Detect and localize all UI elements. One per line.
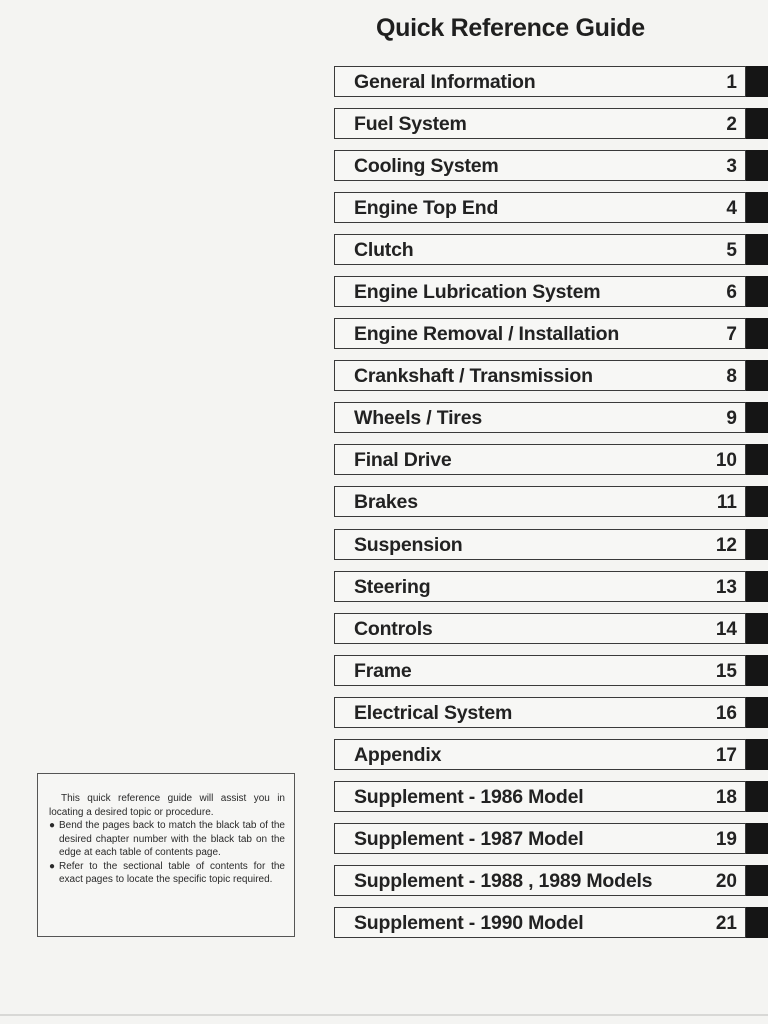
chapter-label-box[interactable] (334, 529, 706, 560)
chapter-number: 20 (715, 870, 737, 892)
chapter-label: Brakes (354, 491, 418, 514)
chapter-black-tab[interactable] (746, 276, 768, 307)
chapter-label-box[interactable] (334, 66, 706, 97)
chapter-black-tab[interactable] (746, 444, 768, 475)
chapter-row[interactable] (334, 655, 768, 686)
chapter-row[interactable] (334, 150, 768, 181)
chapter-number: 9 (726, 408, 737, 430)
chapter-number-box[interactable] (705, 444, 746, 475)
chapter-number: 7 (726, 324, 737, 346)
chapter-label-box[interactable] (334, 613, 706, 644)
usage-note (37, 773, 295, 937)
chapter-black-tab[interactable] (746, 360, 768, 391)
chapter-number: 18 (715, 786, 737, 808)
chapter-label: Supplement - 1987 Model (354, 827, 584, 850)
chapter-row[interactable] (334, 318, 768, 349)
chapter-label: Clutch (354, 239, 414, 262)
bullet-icon: ● (49, 820, 56, 831)
chapter-row[interactable] (334, 907, 768, 938)
chapter-black-tab[interactable] (746, 655, 768, 686)
chapter-label: Frame (354, 659, 412, 682)
chapter-number: 3 (726, 156, 737, 178)
chapter-label-box[interactable] (334, 108, 706, 139)
note-bullet-1 (49, 819, 285, 860)
chapter-number-box[interactable] (705, 571, 746, 602)
chapter-row[interactable] (334, 781, 768, 812)
chapter-number: 10 (715, 450, 737, 472)
chapter-black-tab[interactable] (746, 781, 768, 812)
chapter-black-tab[interactable] (746, 486, 768, 517)
chapter-number: 1 (726, 72, 737, 93)
chapter-number-box[interactable] (705, 192, 746, 223)
chapter-black-tab[interactable] (746, 865, 768, 896)
chapter-label-box[interactable] (334, 276, 706, 307)
chapter-number: 13 (715, 576, 737, 598)
chapter-number-box[interactable] (705, 486, 746, 517)
chapter-number-box[interactable] (705, 865, 746, 896)
note-bullet-text: Refer to the sectional table of contents for the exact pages to locate the specific topic required. (59, 860, 285, 885)
chapter-number: 14 (715, 618, 737, 640)
chapter-label: Steering (354, 575, 431, 598)
chapter-label-box[interactable] (334, 571, 706, 602)
chapter-label: Wheels / Tires (354, 407, 482, 430)
chapter-label: Suspension (354, 533, 463, 556)
chapter-number-box[interactable] (705, 781, 746, 812)
chapter-row[interactable] (334, 192, 768, 223)
chapter-black-tab[interactable] (746, 150, 768, 181)
chapter-label-box[interactable] (334, 655, 706, 686)
chapter-number-box[interactable] (705, 276, 746, 307)
chapter-label-box[interactable] (334, 444, 706, 475)
chapter-row[interactable] (334, 276, 768, 307)
chapter-row[interactable] (334, 823, 768, 854)
chapter-number: 17 (715, 744, 737, 766)
chapter-number: 11 (716, 492, 737, 514)
chapter-number-box[interactable] (705, 402, 746, 433)
chapter-label-box[interactable] (334, 402, 706, 433)
chapter-row[interactable] (334, 486, 768, 517)
page-title: Quick Reference Guide (376, 14, 645, 42)
chapter-black-tab[interactable] (746, 402, 768, 433)
chapter-number: 19 (715, 828, 737, 850)
chapter-black-tab[interactable] (746, 108, 768, 139)
chapter-label: Engine Lubrication System (354, 281, 601, 304)
chapter-black-tab[interactable] (746, 529, 768, 560)
chapter-black-tab[interactable] (746, 697, 768, 728)
chapter-index (334, 66, 768, 949)
chapter-number: 12 (715, 534, 737, 556)
chapter-number: 21 (715, 912, 737, 934)
bullet-icon: ● (49, 860, 56, 872)
chapter-label: General Information (354, 71, 536, 93)
chapter-label: Electrical System (354, 701, 513, 724)
chapter-number-box[interactable] (705, 613, 746, 644)
chapter-number-box[interactable] (705, 318, 746, 349)
chapter-label: Engine Top End (354, 197, 499, 220)
chapter-row[interactable] (334, 529, 768, 560)
chapter-number: 2 (726, 114, 737, 136)
chapter-row[interactable] (334, 613, 768, 644)
chapter-number-box[interactable] (705, 360, 746, 391)
chapter-black-tab[interactable] (746, 739, 768, 770)
chapter-black-tab[interactable] (746, 613, 768, 644)
chapter-label: Crankshaft / Transmission (354, 365, 593, 388)
chapter-number-box[interactable] (705, 234, 746, 265)
note-bullet-text: Bend the pages back to match the black tab of the desired chapter number with the black tab on the edge at each table of contents page. (59, 820, 285, 858)
chapter-label-box[interactable] (334, 150, 706, 181)
chapter-label: Final Drive (354, 449, 452, 472)
chapter-row[interactable] (334, 444, 768, 475)
chapter-label: Controls (354, 617, 433, 640)
chapter-label-box[interactable] (334, 865, 706, 896)
chapter-label: Supplement - 1990 Model (354, 911, 584, 934)
chapter-number-box[interactable] (705, 655, 746, 686)
chapter-black-tab[interactable] (746, 234, 768, 265)
chapter-number: 16 (715, 702, 737, 724)
chapter-number-box[interactable] (705, 150, 746, 181)
chapter-label-box[interactable] (334, 486, 706, 517)
chapter-label: Supplement - 1988 , 1989 Models (354, 869, 653, 892)
chapter-label-box[interactable] (334, 318, 706, 349)
chapter-black-tab[interactable] (746, 192, 768, 223)
chapter-number-box[interactable] (705, 66, 746, 97)
chapter-row[interactable] (334, 108, 768, 139)
chapter-number-box[interactable] (705, 739, 746, 770)
chapter-row[interactable] (334, 697, 768, 728)
chapter-label-box[interactable] (334, 781, 706, 812)
chapter-label-box[interactable] (334, 907, 706, 938)
chapter-label-box[interactable] (334, 823, 706, 854)
chapter-number: 8 (726, 366, 737, 388)
chapter-label: Supplement - 1986 Model (354, 785, 584, 808)
chapter-number: 15 (715, 660, 737, 682)
chapter-label-box[interactable] (334, 739, 706, 770)
chapter-label: Fuel System (354, 113, 467, 136)
chapter-black-tab[interactable] (746, 318, 768, 349)
note-intro: This quick reference guide will assist you in locating a desired topic or procedure. (49, 793, 285, 818)
chapter-number-box[interactable] (705, 697, 746, 728)
chapter-label: Cooling System (354, 155, 499, 178)
chapter-black-tab[interactable] (746, 571, 768, 602)
chapter-label-box[interactable] (334, 192, 706, 223)
chapter-black-tab[interactable] (746, 823, 768, 854)
chapter-row[interactable] (334, 739, 768, 770)
chapter-row[interactable] (334, 865, 768, 896)
chapter-number: 5 (726, 240, 737, 262)
chapter-label-box[interactable] (334, 697, 706, 728)
chapter-number-box[interactable] (705, 823, 746, 854)
chapter-number: 4 (726, 198, 737, 220)
chapter-row[interactable] (334, 234, 768, 265)
chapter-row[interactable] (334, 66, 768, 97)
chapter-row[interactable] (334, 571, 768, 602)
chapter-label-box[interactable] (334, 234, 706, 265)
chapter-number-box[interactable] (705, 907, 746, 938)
page-edge-divider (0, 1014, 768, 1016)
chapter-number: 6 (726, 282, 737, 304)
note-bullet-2 (49, 860, 285, 887)
chapter-black-tab[interactable] (746, 907, 768, 938)
chapter-black-tab[interactable] (746, 66, 768, 97)
chapter-number-box[interactable] (705, 108, 746, 139)
chapter-label-box[interactable] (334, 360, 706, 391)
chapter-number-box[interactable] (705, 529, 746, 560)
chapter-row[interactable] (334, 360, 768, 391)
chapter-row[interactable] (334, 402, 768, 433)
chapter-label: Engine Removal / Installation (354, 323, 620, 346)
chapter-label: Appendix (354, 743, 442, 766)
